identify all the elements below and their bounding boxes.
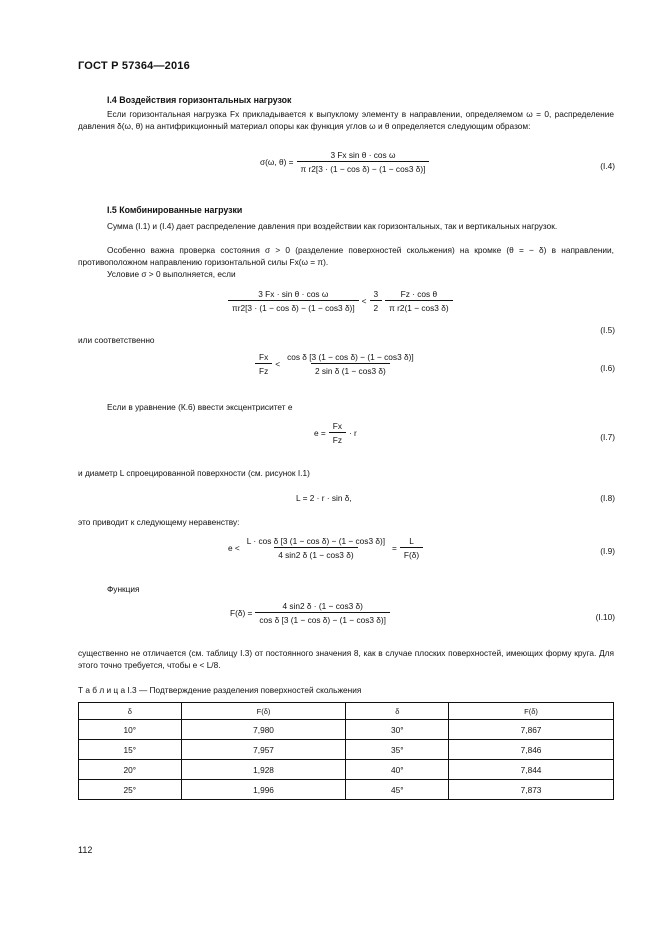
eq-i9-fraction-1 xyxy=(243,536,389,560)
table-cell: 7,867 xyxy=(449,720,614,740)
eq-i10-label: (I.10) xyxy=(595,612,615,622)
eq-i5-num-1: 3 Fx · sin θ · cos ω xyxy=(258,289,329,299)
table-caption xyxy=(78,685,361,695)
eq-i6-fraction-2 xyxy=(283,352,418,376)
eq-i4-label: (I.4) xyxy=(600,161,615,171)
table-cell: 1,996 xyxy=(181,780,346,800)
document-header: ГОСТ Р 57364—2016 xyxy=(78,60,190,72)
eq-i6-den-2: 2 sin δ (1 − cos3 δ) xyxy=(311,363,390,376)
eq-i5-fraction-1 xyxy=(228,289,359,313)
eq-i5-fraction-2 xyxy=(370,289,383,313)
table-cell: 7,957 xyxy=(181,740,346,760)
eq-i9-denominator: 4 sin2 δ (1 − cos3 δ) xyxy=(274,547,357,560)
equation-i8: L = 2 · r · sin δ, xyxy=(296,493,352,503)
table-row xyxy=(79,740,614,760)
eq-i5-den-1: πr2[3 · (1 − cos δ) − (1 − cos3 δ)] xyxy=(228,300,359,313)
equation-i10 xyxy=(230,601,393,625)
eq-i9-equals: = xyxy=(392,543,397,553)
table-row xyxy=(79,780,614,800)
eq-i6-label: (I.6) xyxy=(600,363,615,373)
eq-i5-operator: < xyxy=(361,296,367,306)
paragraph-i5-2: Особенно важна проверка состояния σ > 0 (разделение поверхностей скольжения) на кромке (θ = − δ) в направлении, противоположном направлению горизонтальной силы Fx(ω = π). xyxy=(78,245,614,267)
eq-i9-lhs: e < xyxy=(228,543,240,553)
eq-i7-fraction xyxy=(329,421,346,445)
table-header-row xyxy=(79,703,614,720)
eq-i4-numerator: 3 Fx sin θ · cos ω xyxy=(330,150,396,160)
text-function: Функция xyxy=(107,584,140,594)
table-header-f-1: F(δ) xyxy=(181,703,346,720)
table-row xyxy=(79,760,614,780)
table-cell: 7,980 xyxy=(181,720,346,740)
section-title-i4: I.4 Воздействия горизонтальных нагрузок xyxy=(107,95,292,105)
eq-i6-den-1: Fz xyxy=(255,363,272,376)
equation-i9 xyxy=(228,536,426,560)
table-caption-prefix: Т а б л и ц а I.3 xyxy=(78,685,137,695)
table-header-delta-1: δ xyxy=(79,703,182,720)
eq-i8-label: (I.8) xyxy=(600,493,615,503)
table-cell: 30° xyxy=(346,720,449,740)
eq-i10-lhs: F(δ) = xyxy=(230,608,253,618)
eq-i4-fraction xyxy=(297,150,430,174)
table-i3 xyxy=(78,702,614,800)
section-title-i5: I.5 Комбинированные нагрузки xyxy=(107,205,243,215)
eq-i4-denominator: π r2[3 · (1 − cos δ) − (1 − cos3 δ)] xyxy=(297,161,430,174)
eq-i7-denominator: Fz xyxy=(329,432,346,445)
table-row xyxy=(79,720,614,740)
eq-i10-numerator: 4 sin2 δ · (1 − cos3 δ) xyxy=(282,601,363,611)
text-or-respectively: или соответственно xyxy=(78,335,155,345)
table-cell: 7,844 xyxy=(449,760,614,780)
eq-i5-num-2: 3 xyxy=(373,289,379,299)
table-caption-text: — Подтверждение разделения поверхностей скольжения xyxy=(136,685,362,695)
equation-i7 xyxy=(314,421,357,445)
equation-i4 xyxy=(260,150,432,174)
table-cell: 15° xyxy=(79,740,182,760)
paragraph-conclusion: существенно не отличается (см. таблицу I.3) от постоянного значения 8, как в случае плоских поверхностей, имеющих форму круга. Для этого точно требуется, чтобы e < L/8. xyxy=(78,648,614,670)
eq-i5-num-3: Fz · cos θ xyxy=(400,289,438,299)
table-header-delta-2: δ xyxy=(346,703,449,720)
paragraph-i5-1: Сумма (I.1) и (I.4) дает распределение давления при воздействии как горизонтальных, так и вертикальных нагрузок. xyxy=(107,221,558,231)
eq-i9-num-2: L xyxy=(409,536,414,546)
eq-i6-num-1: Fx xyxy=(259,352,269,362)
eq-i5-label: (I.5) xyxy=(600,325,615,335)
text-inequality: это приводит к следующему неравенству: xyxy=(78,517,240,527)
page-number: 112 xyxy=(78,845,93,855)
table-cell: 40° xyxy=(346,760,449,780)
equation-i6 xyxy=(255,352,418,376)
text-diameter: и диаметр L спроецированной поверхности (см. рисунок I.1) xyxy=(78,468,310,478)
eq-i7-numerator: Fx xyxy=(332,421,342,431)
eq-i5-fraction-3 xyxy=(385,289,452,313)
eq-i7-lhs: e = xyxy=(314,428,326,438)
table-cell: 25° xyxy=(79,780,182,800)
eq-i9-den-2: F(δ) xyxy=(400,547,423,560)
table-cell: 7,873 xyxy=(449,780,614,800)
eq-i4-lhs: σ(ω, θ) = xyxy=(260,157,294,167)
table-cell: 10° xyxy=(79,720,182,740)
table-cell: 35° xyxy=(346,740,449,760)
eq-i10-fraction xyxy=(255,601,390,625)
equation-i5 xyxy=(228,289,456,313)
eq-i9-label: (I.9) xyxy=(600,546,615,556)
eq-i10-denominator: cos δ [3 (1 − cos δ) − (1 − cos3 δ)] xyxy=(255,612,390,625)
paragraph-i4: Если горизонтальная нагрузка Fx прикладывается к выпуклому элементу в направлении, определяемом ω = 0, распределение давления δ(ω, θ) на антифрикционный материал опоры как функция углов ω и θ определяется следующим образом: xyxy=(78,109,614,131)
table-cell: 20° xyxy=(79,760,182,780)
eq-i7-label: (I.7) xyxy=(600,432,615,442)
eq-i6-num-2: cos δ [3 (1 − cos δ) − (1 − cos3 δ)] xyxy=(287,352,414,362)
eq-i5-den-2: 2 xyxy=(370,300,383,313)
eq-i9-fraction-2 xyxy=(400,536,423,560)
eq-i5-den-3: π r2(1 − cos3 δ) xyxy=(385,300,452,313)
eq-i9-numerator: L · cos δ [3 (1 − cos δ) − (1 − cos3 δ)] xyxy=(246,536,386,546)
eq-i7-rhs: · r xyxy=(348,428,357,438)
eq-i6-fraction-1 xyxy=(255,352,272,376)
eq-i6-operator: < xyxy=(275,359,281,369)
table-header-f-2: F(δ) xyxy=(449,703,614,720)
table-cell: 7,846 xyxy=(449,740,614,760)
paragraph-i5-3: Условие σ > 0 выполняется, если xyxy=(107,269,236,279)
table-cell: 45° xyxy=(346,780,449,800)
text-eccentricity: Если в уравнение (К.6) ввести эксцентриситет e xyxy=(107,402,293,412)
table-cell: 1,928 xyxy=(181,760,346,780)
